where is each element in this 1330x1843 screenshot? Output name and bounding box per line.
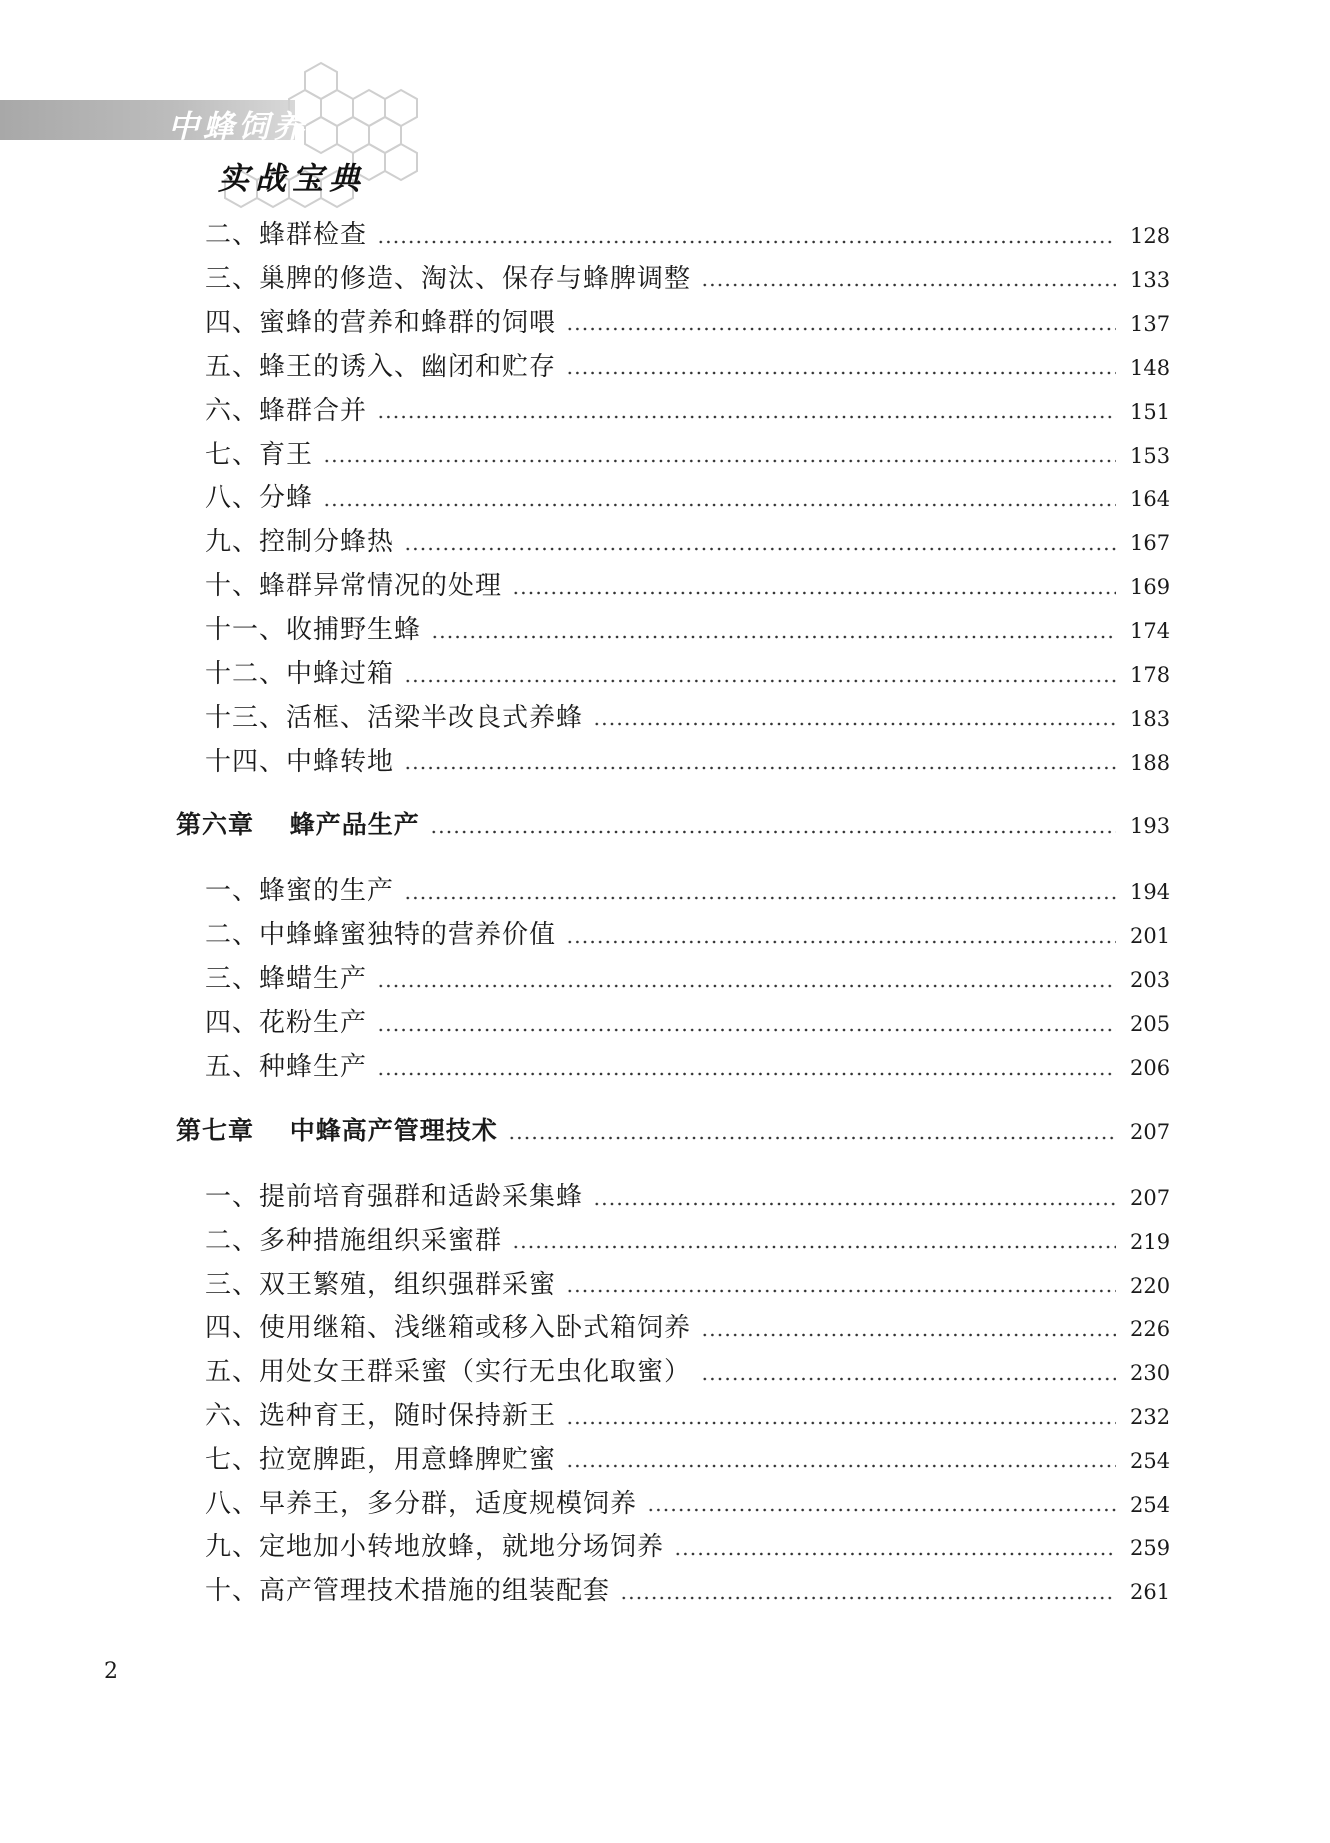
- toc-entry-title: 十、高产管理技术措施的组装配套: [205, 1576, 611, 1607]
- toc-entry-page: 232: [1130, 1405, 1171, 1429]
- toc-entry-page: 261: [1130, 1580, 1171, 1605]
- toc-section-entry[interactable]: [205, 1530, 1170, 1565]
- toc-entry-title: 三、蜂蜡生产: [205, 964, 368, 994]
- toc-entry-page: 183: [1130, 706, 1171, 731]
- toc-section-entry[interactable]: [205, 918, 1170, 953]
- toc-dot-leader: [593, 721, 1116, 727]
- toc-entry-title: 六、选种育王，随时保持新王: [205, 1401, 557, 1431]
- toc-section-entry[interactable]: [205, 745, 1170, 780]
- toc-entry-title: 第七章 中蜂高产管理技术: [176, 1116, 498, 1145]
- toc-entry-title: 四、花粉生产: [205, 1008, 368, 1038]
- toc-entry-page: 174: [1130, 619, 1171, 644]
- toc-entry-page: 207: [1130, 1120, 1171, 1144]
- toc-dot-leader: [323, 458, 1116, 464]
- toc-entry-page: 169: [1130, 575, 1171, 600]
- toc-entry-title: 七、拉宽脾距，用意蜂脾贮蜜: [205, 1444, 557, 1475]
- toc-chapter-entry[interactable]: [176, 808, 1170, 843]
- toc-section-entry[interactable]: [205, 657, 1170, 692]
- toc-entry-title: 第六章 蜂产品生产: [176, 810, 420, 839]
- toc-entry-page: 220: [1130, 1273, 1171, 1298]
- toc-entry-page: 201: [1130, 924, 1171, 948]
- toc-dot-leader: [377, 1027, 1116, 1033]
- toc-entry-page: 153: [1130, 443, 1171, 468]
- toc-dot-leader: [404, 895, 1116, 901]
- toc-section-entry[interactable]: [205, 1180, 1170, 1215]
- toc-dot-leader: [377, 239, 1116, 245]
- toc-dot-leader: [566, 370, 1116, 376]
- toc-entry-title: 五、蜂王的诱入、幽闭和贮存: [205, 351, 557, 382]
- toc-section-entry[interactable]: [205, 394, 1170, 429]
- toc-dot-leader: [404, 546, 1116, 552]
- toc-entry-page: 207: [1130, 1186, 1171, 1210]
- toc-dot-leader: [701, 1332, 1116, 1338]
- toc-entry-page: 226: [1130, 1317, 1171, 1342]
- toc-section-entry[interactable]: [205, 1050, 1170, 1085]
- toc-entry-title: 一、提前培育强群和适龄采集蜂: [205, 1182, 584, 1212]
- toc-dot-leader: [377, 983, 1116, 989]
- toc-entry-title: 九、定地加小转地放蜂，就地分场饲养: [205, 1532, 665, 1563]
- toc-dot-leader: [701, 1376, 1116, 1382]
- toc-section-entry[interactable]: [205, 262, 1170, 297]
- toc-entry-title: 九、控制分蜂热: [205, 527, 395, 558]
- toc-chapter-entry[interactable]: [176, 1114, 1170, 1149]
- toc-section-entry[interactable]: [205, 350, 1170, 385]
- toc-dot-leader: [566, 1463, 1116, 1469]
- toc-entry-title: 十四、中蜂转地: [205, 746, 395, 777]
- toc-dot-leader: [377, 1071, 1116, 1077]
- toc-section-entry[interactable]: [205, 306, 1170, 341]
- toc-section-entry[interactable]: [205, 438, 1170, 473]
- toc-section-entry[interactable]: [205, 1355, 1170, 1390]
- toc-entry-title: 五、用处女王群采蜜（实行无虫化取蜜）: [205, 1357, 692, 1388]
- toc-section-entry[interactable]: [205, 874, 1170, 909]
- toc-section-entry[interactable]: [205, 1574, 1170, 1609]
- toc-entry-page: 128: [1130, 224, 1171, 248]
- toc-dot-leader: [566, 1288, 1116, 1294]
- toc-section-entry[interactable]: [205, 613, 1170, 648]
- toc-entry-title: 二、多种措施组织采蜜群: [205, 1225, 503, 1256]
- toc-entry-title: 八、分蜂: [205, 483, 314, 514]
- toc-entry-title: 八、早养王，多分群，适度规模饲养: [205, 1488, 638, 1519]
- toc-section-entry[interactable]: [205, 569, 1170, 604]
- page-number: 2: [104, 1659, 118, 1684]
- toc-dot-leader: [620, 1595, 1116, 1601]
- toc-dot-leader: [566, 1420, 1116, 1426]
- toc-dot-leader: [512, 590, 1116, 596]
- toc-entry-title: 十、蜂群异常情况的处理: [205, 571, 503, 602]
- toc-section-entry[interactable]: [205, 1006, 1170, 1041]
- toc-entry-page: 178: [1130, 663, 1171, 687]
- toc-dot-leader: [508, 1135, 1116, 1141]
- toc-entry-page: 133: [1130, 267, 1171, 292]
- toc-entry-page: 254: [1130, 1448, 1171, 1473]
- toc-entry-title: 二、蜂群检查: [205, 220, 368, 250]
- toc-entry-page: 167: [1130, 531, 1171, 556]
- toc-section-entry[interactable]: [205, 525, 1170, 560]
- toc-dot-leader: [323, 502, 1116, 508]
- header-title-line2: 实战宝典: [218, 161, 366, 197]
- toc-entry-page: 164: [1130, 487, 1171, 512]
- toc-dot-leader: [404, 678, 1116, 684]
- toc-entry-page: 230: [1130, 1361, 1171, 1386]
- toc-entry-title: 一、蜂蜜的生产: [205, 876, 395, 906]
- toc-entry-title: 十一、收捕野生蜂: [205, 615, 422, 646]
- header-title-line1: 中蜂饲养: [168, 109, 308, 145]
- toc-entry-page: 205: [1130, 1012, 1171, 1036]
- toc-section-entry[interactable]: [205, 481, 1170, 516]
- toc-entry-page: 151: [1130, 399, 1171, 424]
- toc-entry-title: 十二、中蜂过箱: [205, 659, 395, 689]
- toc-dot-leader: [647, 1507, 1116, 1513]
- toc-entry-page: 259: [1130, 1536, 1171, 1561]
- toc-section-entry[interactable]: [205, 962, 1170, 997]
- toc-entry-page: 219: [1130, 1229, 1171, 1254]
- toc-section-entry[interactable]: [205, 1399, 1170, 1434]
- toc-dot-leader: [512, 1244, 1116, 1250]
- toc-entry-title: 四、蜜蜂的营养和蜂群的饲喂: [205, 307, 557, 338]
- toc-dot-leader: [566, 326, 1116, 332]
- toc-section-entry[interactable]: [205, 1268, 1170, 1303]
- toc-entry-title: 十三、活框、活梁半改良式养蜂: [205, 702, 584, 733]
- toc-entry-page: 254: [1130, 1492, 1171, 1517]
- toc-dot-leader: [431, 634, 1116, 640]
- toc-entry-title: 二、中蜂蜂蜜独特的营养价值: [205, 920, 557, 950]
- toc-entry-page: 137: [1130, 311, 1171, 336]
- toc-section-entry[interactable]: [205, 1487, 1170, 1522]
- toc-dot-leader: [377, 414, 1116, 420]
- toc-entry-title: 四、使用继箱、浅继箱或移入卧式箱饲养: [205, 1313, 692, 1344]
- toc-dot-leader: [674, 1551, 1116, 1557]
- toc-entry-page: 148: [1130, 355, 1171, 380]
- toc-dot-leader: [701, 282, 1116, 288]
- toc-entry-title: 五、种蜂生产: [205, 1052, 368, 1082]
- toc-dot-leader: [593, 1201, 1116, 1207]
- toc-entry-title: 六、蜂群合并: [205, 395, 368, 426]
- toc-entry-title: 七、育王: [205, 439, 314, 470]
- toc-entry-page: 193: [1130, 814, 1171, 838]
- toc-section-entry[interactable]: [205, 701, 1170, 736]
- toc-section-entry[interactable]: [205, 1311, 1170, 1346]
- toc-dot-leader: [404, 765, 1116, 771]
- toc-entry-title: 三、巢脾的修造、淘汰、保存与蜂脾调整: [205, 263, 692, 294]
- toc-entry-page: 188: [1130, 750, 1171, 775]
- toc-section-entry[interactable]: [205, 1443, 1170, 1478]
- toc-entry-page: 194: [1130, 880, 1171, 904]
- toc-section-entry[interactable]: [205, 218, 1170, 253]
- book-header: [0, 60, 440, 210]
- toc-dot-leader: [566, 939, 1116, 945]
- toc-section-entry[interactable]: [205, 1224, 1170, 1259]
- toc-entry-title: 三、双王繁殖，组织强群采蜜: [205, 1269, 557, 1300]
- toc-entry-page: 203: [1130, 968, 1171, 992]
- toc-dot-leader: [430, 829, 1116, 835]
- toc-entry-page: 206: [1130, 1056, 1171, 1080]
